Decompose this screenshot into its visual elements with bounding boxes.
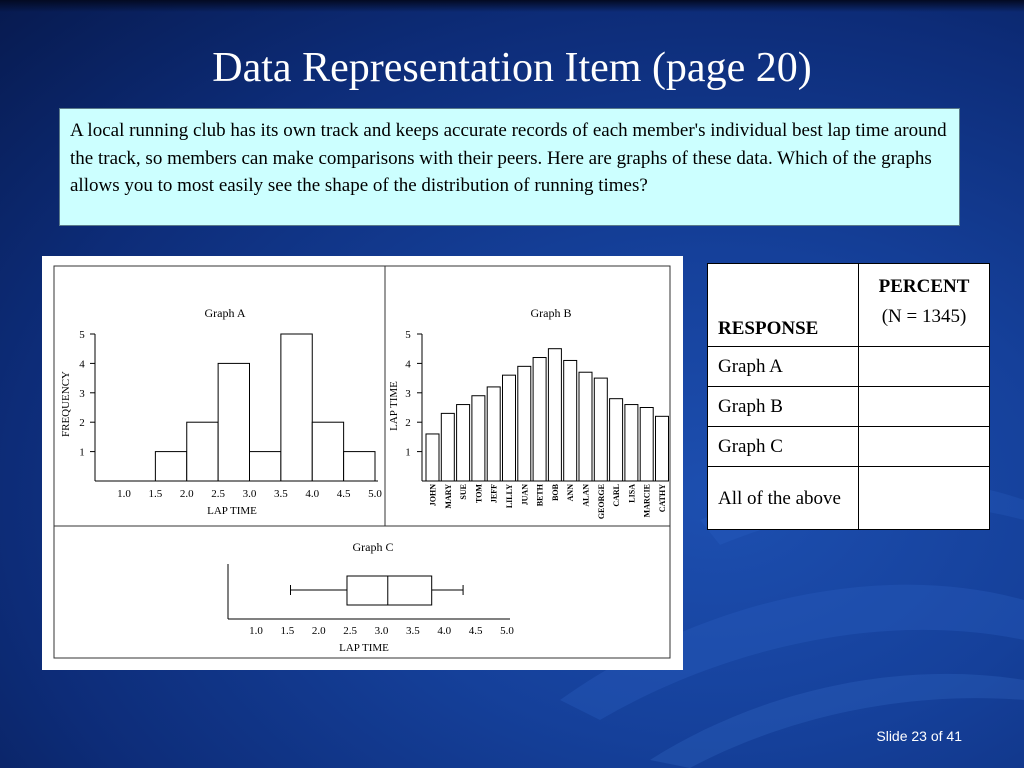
row-graph-a-label: Graph A xyxy=(708,347,859,387)
slide-title: Data Representation Item (page 20) xyxy=(212,45,812,91)
graph-b-bar xyxy=(503,375,516,481)
graph-c xyxy=(228,540,514,654)
graph-b-bar xyxy=(533,358,546,481)
row-all-value xyxy=(859,467,990,530)
graph-b-category-label: BOB xyxy=(550,484,560,501)
graph-b-category-label: TOM xyxy=(474,484,484,503)
graph-a-x-tick-label: 1.5 xyxy=(148,488,163,500)
graph-b-category-label: MARY xyxy=(443,484,453,509)
graph-c-x-tick-label: 3.5 xyxy=(406,625,420,637)
graph-a-bar xyxy=(344,452,375,481)
graph-a-bar xyxy=(250,452,281,481)
header-percent-label: PERCENT xyxy=(878,276,970,297)
graph-b-y-tick-label: 2 xyxy=(405,417,411,430)
graph-b-bar xyxy=(441,413,454,481)
graph-b-category-label: GEORGE xyxy=(596,484,606,520)
graphs-figure xyxy=(42,256,683,670)
graph-b-bar xyxy=(594,378,607,481)
graph-b-bar xyxy=(426,434,439,481)
graph-a-bar xyxy=(312,422,343,481)
graph-b-category-label: CATHY xyxy=(658,484,667,513)
graph-a-x-tick-label: 2.5 xyxy=(211,488,225,500)
graph-b-bar xyxy=(640,408,653,482)
graph-b-category-label: JEFF xyxy=(489,484,499,504)
row-graph-c-label: Graph C xyxy=(708,427,859,467)
header-percent xyxy=(859,264,990,347)
graph-b-category-label: LILLY xyxy=(505,484,514,509)
graph-b-category-label: ALAN xyxy=(581,484,591,507)
graph-a-x-tick-label: 2.0 xyxy=(179,488,194,500)
graph-a xyxy=(60,306,382,517)
graph-b-y-tick-label: 1 xyxy=(405,446,411,459)
graph-b-bar xyxy=(472,396,485,481)
row-graph-b-label: Graph B xyxy=(708,387,859,427)
graph-b-bar xyxy=(579,372,592,481)
graph-a-y-label: FREQUENCY xyxy=(60,370,72,438)
graph-c-x-tick-label: 2.5 xyxy=(343,625,357,637)
graph-c-x-tick-label: 1.0 xyxy=(249,625,263,637)
graph-b-category-label: JUAN xyxy=(520,484,530,506)
graph-a-y-tick-label: 2 xyxy=(79,417,85,430)
graph-c-x-tick-label: 3.0 xyxy=(374,625,389,637)
response-table xyxy=(707,263,990,530)
graph-c-x-tick-label: 5.0 xyxy=(500,625,514,637)
graph-b-bar xyxy=(625,405,638,481)
graph-c-x-tick-label: 2.0 xyxy=(311,625,326,637)
graph-b-category-label: MARCIE xyxy=(642,484,652,518)
graph-b-bar xyxy=(457,405,470,481)
slide-number: Slide 23 of 41 xyxy=(876,728,962,744)
graph-b-y-tick-label: 5 xyxy=(405,329,411,341)
graph-b-category-label: CARL xyxy=(612,484,622,507)
graph-b-y-label: LAP TIME xyxy=(388,381,400,431)
header-response: RESPONSE xyxy=(708,264,859,347)
graph-a-y-tick-label: 3 xyxy=(79,387,85,400)
graph-c-x-label: LAP TIME xyxy=(339,642,389,654)
graph-c-x-tick-label: 4.5 xyxy=(468,625,483,637)
graph-a-bar xyxy=(281,334,312,481)
graph-a-x-tick-label: 3.5 xyxy=(274,488,288,500)
graph-b-bar xyxy=(656,416,669,481)
graph-b-y-tick-label: 4 xyxy=(405,358,411,371)
graph-a-x-tick-label: 5.0 xyxy=(368,488,382,500)
graph-a-x-tick-label: 1.0 xyxy=(117,488,131,500)
header-n: (N = 1345) xyxy=(881,306,967,327)
graph-b-bar xyxy=(487,387,500,481)
graph-a-x-label: LAP TIME xyxy=(207,505,257,517)
graph-b xyxy=(388,306,669,519)
graph-a-title: Graph A xyxy=(204,306,246,320)
graph-b-category-label: ANN xyxy=(566,484,576,502)
graph-c-x-tick-label: 1.5 xyxy=(280,625,295,637)
graph-b-category-label: LISA xyxy=(627,484,637,503)
row-all-label: All of the above xyxy=(708,467,859,530)
graph-b-category-label: JOHN xyxy=(428,484,438,507)
graph-a-bar xyxy=(187,422,218,481)
graph-b-bar xyxy=(548,349,561,481)
graph-b-bar xyxy=(564,360,577,481)
graph-a-y-tick-label: 5 xyxy=(79,329,85,341)
graph-b-title: Graph B xyxy=(530,306,572,320)
graph-a-bar xyxy=(155,452,186,481)
question-box: A local running club has its own track and keeps accurate records of each member's individual best lap time around the track, so members can make comparisons with their peers. Here are graphs of these data. Which of the graphs allows you to most easily see the shape of the distribution of running times? xyxy=(59,108,960,226)
row-graph-b-value xyxy=(859,387,990,427)
graph-a-y-tick-label: 1 xyxy=(79,446,85,459)
row-graph-a-value xyxy=(859,347,990,387)
graph-b-category-label: BETH xyxy=(535,483,545,507)
graph-b-bar xyxy=(518,366,531,481)
graph-c-x-tick-label: 4.0 xyxy=(437,625,452,637)
graph-a-bar xyxy=(218,363,249,481)
graph-a-y-tick-label: 4 xyxy=(79,358,85,371)
graph-a-x-tick-label: 3.0 xyxy=(242,488,257,500)
graph-a-x-tick-label: 4.0 xyxy=(305,488,320,500)
graph-a-x-tick-label: 4.5 xyxy=(336,488,351,500)
row-graph-c-value xyxy=(859,427,990,467)
graph-b-y-tick-label: 3 xyxy=(405,387,411,400)
graph-c-box xyxy=(347,576,432,605)
graph-b-bar xyxy=(610,399,623,481)
graph-b-category-label: SUE xyxy=(459,484,469,500)
graph-c-title: Graph C xyxy=(352,540,394,554)
